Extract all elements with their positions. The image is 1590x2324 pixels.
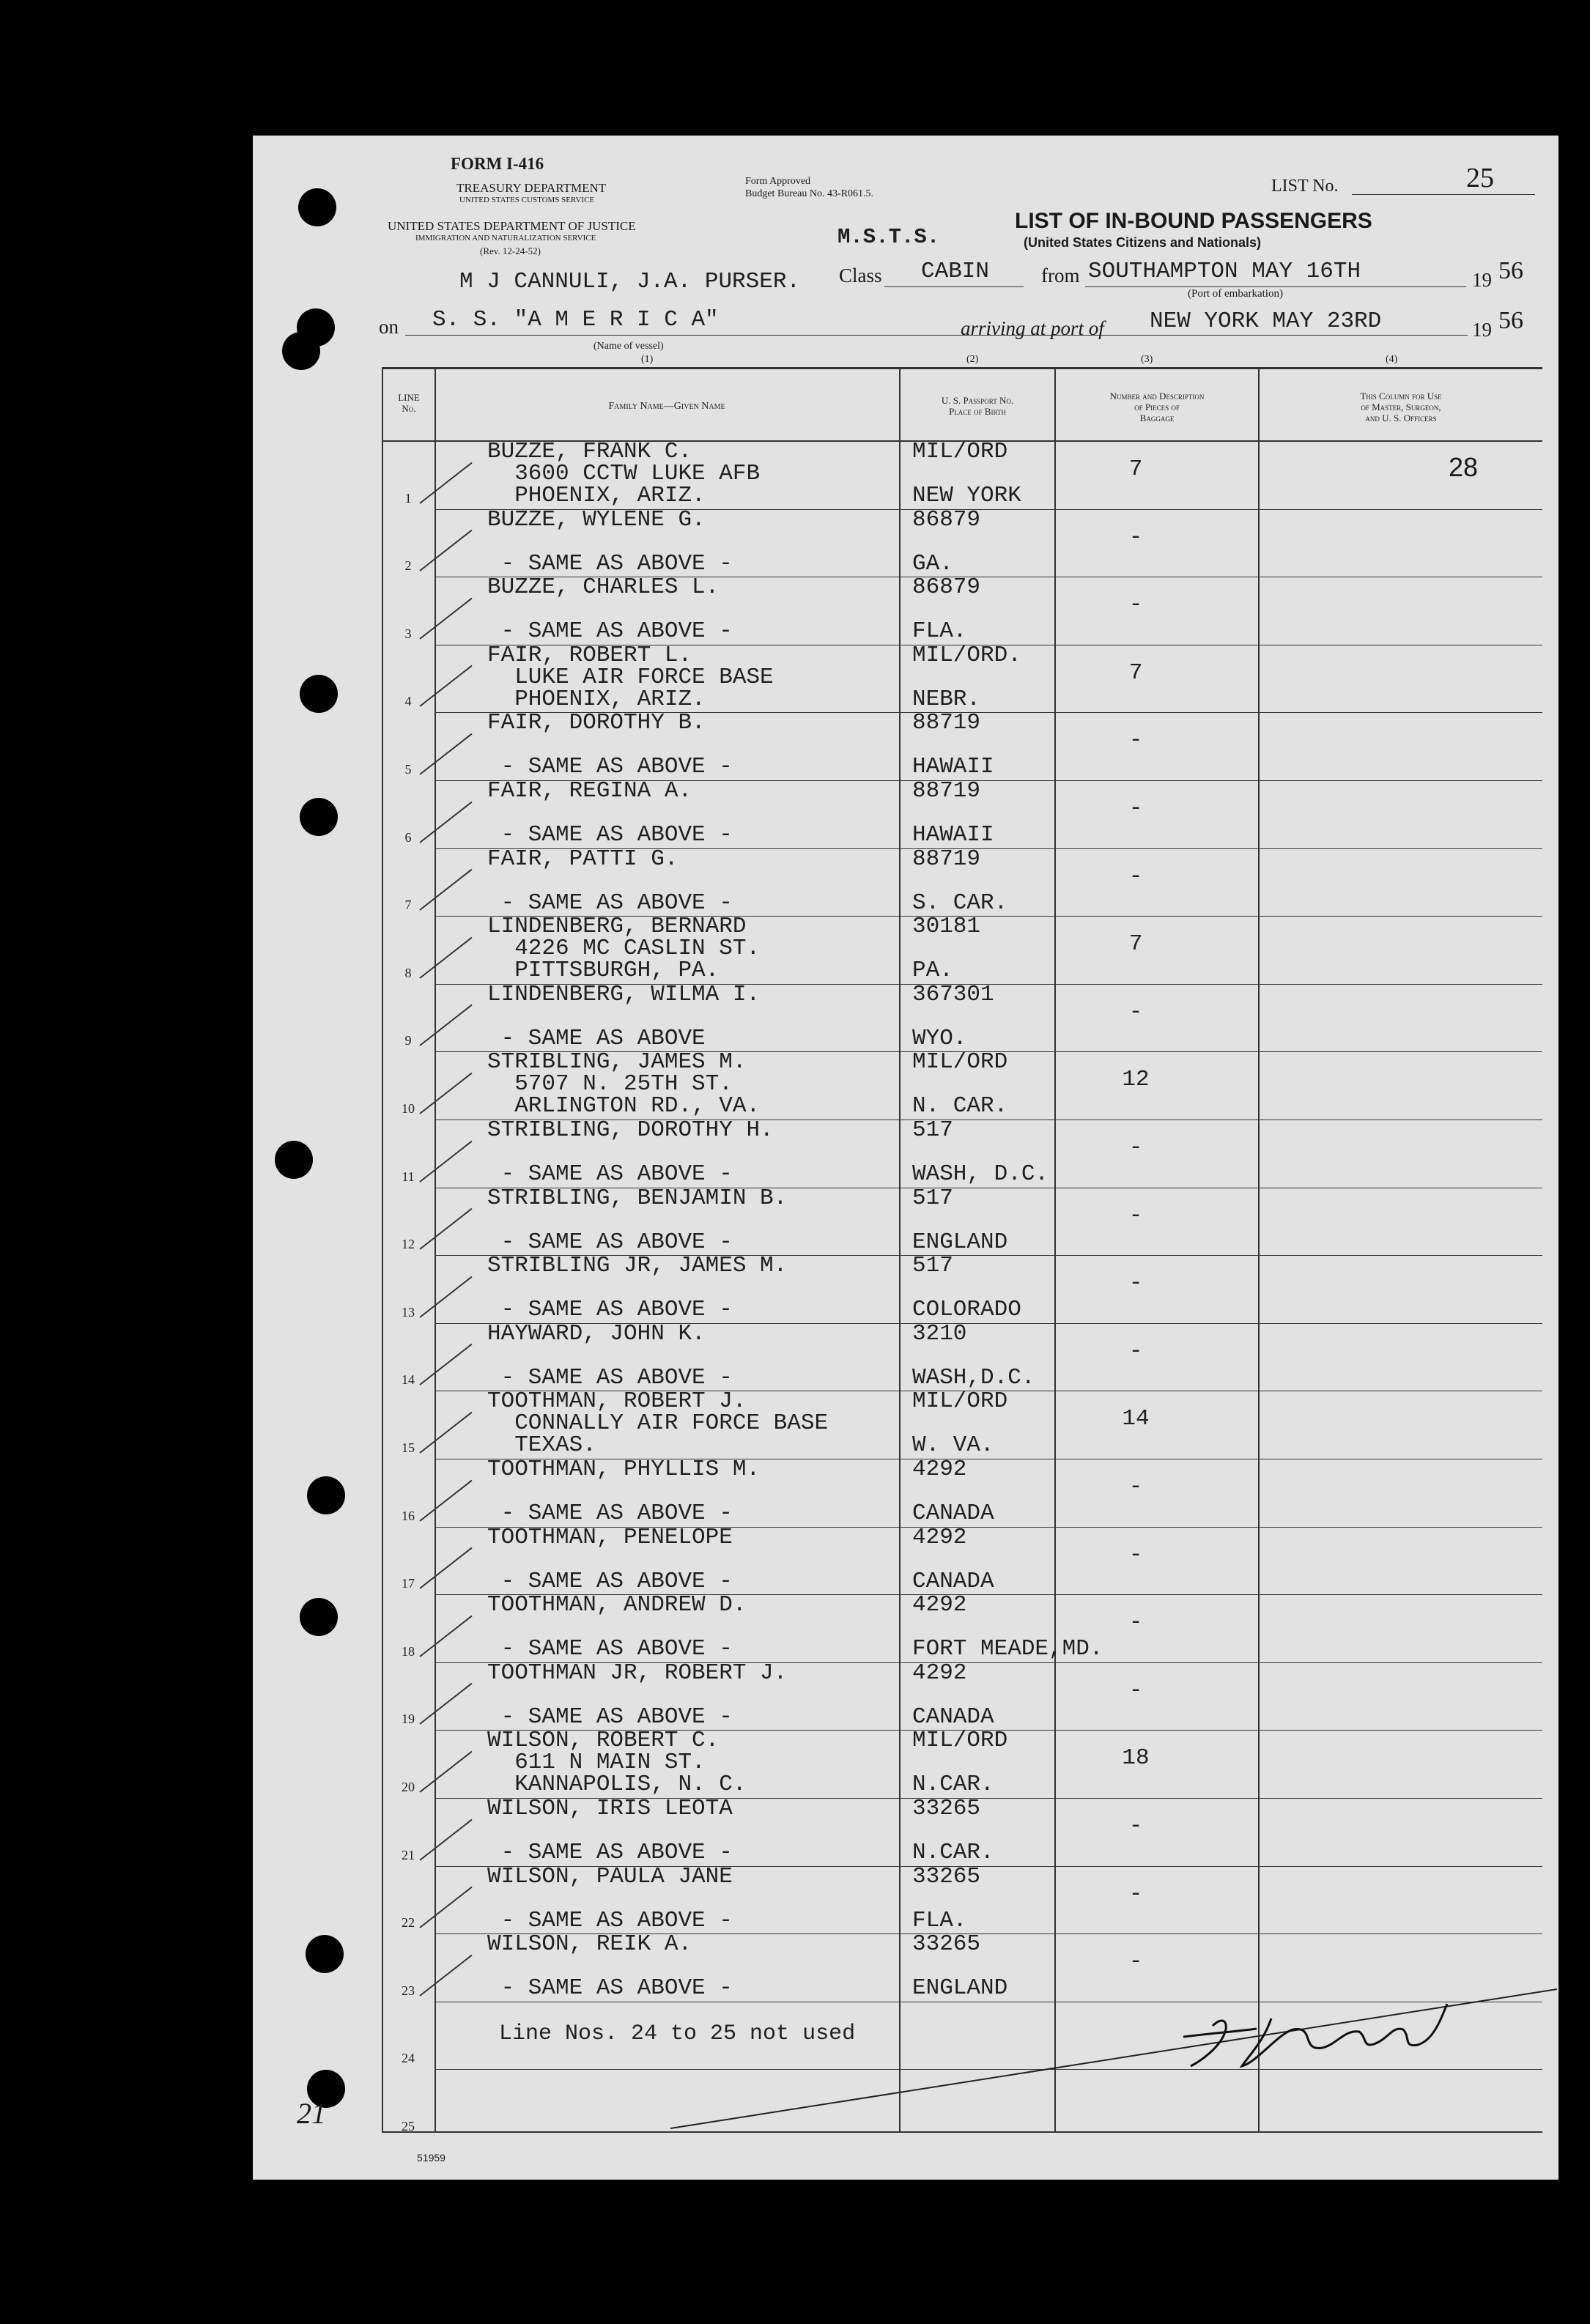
baggage-count: - (1128, 1677, 1143, 1703)
document-page (253, 136, 1558, 2180)
passenger-name: BUZZE, WYLENE G. (487, 506, 706, 533)
handwritten-margin-note: 21 (297, 2097, 326, 2130)
passenger-address-or-same: KANNAPOLIS, N. C. (487, 1772, 747, 1798)
passenger-address: 4226 MC CASLIN ST. (487, 936, 761, 962)
line-number: 11 (402, 1169, 415, 1184)
line-number: 23 (402, 1983, 415, 1998)
handwritten-signature (1169, 1997, 1476, 2077)
passenger-address-or-same: PHOENIX, ARIZ. (487, 686, 706, 712)
msts: M.S.T.S. (837, 225, 940, 249)
port-label: (Port of embarkation) (1188, 288, 1283, 300)
line-number: 22 (402, 1915, 415, 1931)
passport-number: MIL/ORD (912, 439, 1008, 465)
passport-number: 86879 (912, 574, 981, 601)
passenger-address-or-same: ARLINGTON RD., VA. (487, 1093, 761, 1120)
form-subtitle: (United States Citizens and Nationals) (1024, 235, 1262, 250)
year-arrived: 56 (1498, 307, 1523, 334)
line-number: 6 (404, 829, 412, 845)
line-number: 10 (402, 1100, 415, 1116)
passenger-name: BUZZE, FRANK C. (487, 439, 692, 465)
passenger-address: LUKE AIR FORCE BASE (487, 664, 774, 690)
place-of-birth: FLA. (912, 1907, 967, 1933)
passenger-address-or-same: - SAME AS ABOVE - (487, 822, 733, 848)
place-of-birth: HAWAII (912, 822, 994, 848)
cancellation-line (253, 136, 1558, 2180)
year-prefix: 19 (1472, 319, 1492, 341)
place-of-birth: CANADA (912, 1568, 994, 1594)
revision-date: (Rev. 12-24-52) (480, 245, 541, 256)
passport-number: 88719 (912, 845, 981, 872)
passenger-name: STRIBLING, DOROTHY H. (487, 1117, 774, 1143)
baggage-count: 7 (1128, 931, 1143, 958)
baggage-count: - (1128, 1881, 1143, 1907)
passport-number: 517 (912, 1185, 953, 1211)
passenger-address-or-same: - SAME AS ABOVE - (487, 1636, 733, 1662)
vessel-name: S. S. "A M E R I C A" (432, 307, 719, 333)
class-value: CABIN (921, 259, 990, 284)
passenger-name: TOOTHMAN, PHYLLIS M. (487, 1457, 761, 1482)
place-of-birth: N.CAR. (912, 1840, 994, 1865)
passenger-address: 3600 CCTW LUKE AFB (487, 461, 761, 486)
port-of-embarkation: SOUTHAMPTON MAY 16TH (1088, 259, 1361, 284)
line-number: 1 (404, 490, 412, 506)
line-number: 15 (402, 1440, 415, 1455)
place-of-birth: N. CAR. (912, 1093, 1008, 1120)
passenger-name: TOOTHMAN JR, ROBERT J. (487, 1659, 788, 1686)
column-3-number: (3) (1141, 354, 1153, 365)
passenger-address-or-same: - SAME AS ABOVE (487, 1025, 706, 1051)
place-of-birth: S. CAR. (912, 889, 1008, 916)
passenger-name: FAIR, PATTI G. (487, 845, 678, 872)
passenger-name: STRIBLING JR, JAMES M. (487, 1253, 788, 1279)
line-number: 24 (402, 2051, 415, 2066)
passenger-address-or-same: - SAME AS ABOVE - (487, 1500, 733, 1526)
from-label: from (1041, 264, 1080, 286)
baggage-count: - (1128, 524, 1143, 550)
passenger-address-or-same: - SAME AS ABOVE - (487, 1840, 733, 1865)
passport-number: 30181 (912, 914, 981, 940)
passenger-address-or-same: - SAME AS ABOVE - (487, 1703, 733, 1730)
passport-number: 33265 (912, 1931, 981, 1958)
column-4-number: (4) (1386, 354, 1398, 365)
baggage-count: - (1128, 592, 1143, 618)
place-of-birth: ENGLAND (912, 1229, 1008, 1255)
passenger-name: WILSON, PAULA JANE (487, 1863, 733, 1890)
passport-number: 517 (912, 1117, 953, 1143)
purser: M J CANNULI, J.A. PURSER. (459, 269, 801, 295)
passport-number: 4292 (912, 1524, 967, 1550)
header-line-number: LINE No. (398, 392, 420, 414)
line-number: 13 (402, 1304, 415, 1320)
passenger-address-or-same: - SAME AS ABOVE - (487, 550, 733, 577)
passenger-name: STRIBLING, JAMES M. (487, 1049, 747, 1076)
line-number: 2 (404, 558, 412, 574)
place-of-birth: WASH, D.C. (912, 1161, 1049, 1187)
passport-number: 86879 (912, 506, 981, 533)
baggage-count: - (1128, 1270, 1143, 1297)
baggage-count: - (1128, 999, 1143, 1025)
passenger-address-or-same: TEXAS. (487, 1432, 596, 1459)
passenger-address-or-same: - SAME AS ABOVE - (487, 1229, 733, 1255)
place-of-birth: WASH,D.C. (912, 1364, 1035, 1391)
passport-number: 4292 (912, 1592, 967, 1618)
line-number: 18 (402, 1643, 415, 1659)
place-of-birth: PA. (912, 958, 953, 984)
passenger-address-or-same: - SAME AS ABOVE - (487, 1568, 733, 1594)
passenger-name: STRIBLING, BENJAMIN B. (487, 1185, 788, 1211)
baggage-count: - (1128, 1949, 1143, 1975)
vessel-label: (Name of vessel) (594, 341, 664, 352)
passenger-name: FAIR, DOROTHY B. (487, 710, 706, 736)
justice-department: UNITED STATES DEPARTMENT OF JUSTICE (388, 219, 636, 233)
passenger-name: TOOTHMAN, ANDREW D. (487, 1592, 747, 1618)
place-of-birth: FLA. (912, 618, 967, 645)
line-number: 19 (402, 1711, 415, 1727)
column-1-number: (1) (641, 354, 654, 365)
place-of-birth: WYO. (912, 1025, 967, 1051)
form-approved: Form Approved (745, 176, 811, 187)
baggage-count: - (1128, 1610, 1143, 1636)
form-title: LIST OF IN-BOUND PASSENGERS (1015, 209, 1372, 233)
treasury-department: TREASURY DEPARTMENT (456, 181, 607, 195)
passport-number: MIL/ORD (912, 1388, 1008, 1415)
place-of-birth: NEW YORK (912, 483, 1021, 508)
form-code: 51959 (417, 2152, 445, 2164)
baggage-count: - (1128, 1813, 1143, 1839)
passenger-address: 5707 N. 25TH ST. (487, 1071, 733, 1098)
passenger-address-or-same: - SAME AS ABOVE - (487, 1907, 733, 1933)
passport-number: 33265 (912, 1796, 981, 1821)
place-of-birth: N.CAR. (912, 1772, 994, 1798)
line-number: 20 (402, 1779, 415, 1794)
baggage-count: 7 (1128, 456, 1143, 482)
year-prefix: 19 (1472, 269, 1492, 291)
baggage-count: - (1128, 1542, 1143, 1568)
passenger-address-or-same: - SAME AS ABOVE - (487, 889, 733, 916)
line-number: 17 (402, 1576, 415, 1591)
passenger-name: WILSON, REIK A. (487, 1931, 692, 1958)
form-number: FORM I-416 (451, 155, 544, 173)
header-family-name: Family Name—Given Name (608, 401, 725, 412)
baggage-count: - (1128, 1135, 1143, 1161)
line-number: 5 (404, 761, 412, 777)
passenger-address-or-same: - SAME AS ABOVE - (487, 1297, 733, 1323)
place-of-birth: CANADA (912, 1500, 994, 1526)
passenger-name: TOOTHMAN, ROBERT J. (487, 1388, 747, 1415)
baggage-count: 14 (1122, 1406, 1150, 1432)
passenger-address-or-same: - SAME AS ABOVE - (487, 754, 733, 780)
passenger-address-or-same: - SAME AS ABOVE - (487, 618, 733, 645)
baggage-count: 12 (1122, 1067, 1150, 1093)
lines-not-used-note: Line Nos. 24 to 25 not used (499, 2021, 856, 2046)
line-number: 7 (404, 898, 412, 913)
line-number: 14 (402, 1372, 415, 1388)
line-number: 25 (402, 2118, 415, 2134)
baggage-count: - (1128, 1474, 1143, 1500)
passenger-name: TOOTHMAN, PENELOPE (487, 1524, 733, 1550)
immigration-service: IMMIGRATION AND NATURALIZATION SERVICE (415, 234, 596, 243)
place-of-birth: NEBR. (912, 686, 981, 712)
class-label: Class (839, 264, 882, 286)
passport-number: MIL/ORD (912, 1049, 1008, 1076)
line-number: 9 (404, 1033, 412, 1048)
baggage-count: 18 (1122, 1745, 1150, 1772)
passenger-name: WILSON, ROBERT C. (487, 1728, 720, 1754)
baggage-count: - (1128, 863, 1143, 889)
line-number: 21 (402, 1847, 415, 1862)
passenger-address-or-same: - SAME AS ABOVE - (487, 1364, 733, 1391)
place-of-birth: HAWAII (912, 754, 994, 780)
place-of-birth: FORT MEADE,MD. (912, 1636, 1103, 1662)
customs-service: UNITED STATES CUSTOMS SERVICE (459, 196, 595, 204)
officer-count: 28 (1449, 452, 1479, 482)
line-number: 4 (404, 694, 412, 709)
passenger-name: LINDENBERG, BERNARD (487, 914, 747, 940)
arriving-label: arriving at port of (961, 317, 1104, 339)
year-embarked: 56 (1498, 257, 1523, 284)
column-2-number: (2) (966, 354, 979, 365)
baggage-count: - (1128, 796, 1143, 821)
place-of-birth: ENGLAND (912, 1975, 1008, 2002)
list-number: 25 (1466, 163, 1494, 193)
place-of-birth: GA. (912, 550, 953, 577)
passenger-address-or-same: - SAME AS ABOVE - (487, 1975, 733, 2002)
place-of-birth: COLORADO (912, 1297, 1021, 1323)
baggage-count: - (1128, 1202, 1143, 1229)
passport-number: MIL/ORD (912, 1728, 1008, 1754)
passport-number: 88719 (912, 710, 981, 736)
passenger-address-or-same: PHOENIX, ARIZ. (487, 483, 706, 508)
baggage-count: - (1128, 1338, 1143, 1364)
header-baggage: Number and Description of Pieces of Baggage (1109, 391, 1205, 423)
line-number: 3 (404, 626, 412, 641)
arrival-port: NEW YORK MAY 23RD (1150, 308, 1382, 334)
on-label: on (379, 316, 399, 338)
passenger-name: FAIR, REGINA A. (487, 778, 692, 804)
passenger-address: CONNALLY AIR FORCE BASE (487, 1410, 829, 1437)
line-number: 12 (402, 1237, 415, 1252)
place-of-birth: CANADA (912, 1703, 994, 1730)
passport-number: MIL/ORD. (912, 642, 1021, 668)
passenger-address-or-same: PITTSBURGH, PA. (487, 958, 720, 984)
passport-number: 4292 (912, 1457, 967, 1482)
passenger-name: HAYWARD, JOHN K. (487, 1320, 706, 1347)
passenger-name: BUZZE, CHARLES L. (487, 574, 720, 601)
line-number: 8 (404, 965, 412, 980)
list-number-label: LIST No. (1271, 177, 1339, 196)
passenger-name: FAIR, ROBERT L. (487, 642, 692, 668)
baggage-count: - (1128, 728, 1143, 754)
header-passport: U. S. Passport No. Place of Birth (941, 395, 1014, 417)
passenger-address-or-same: - SAME AS ABOVE - (487, 1161, 733, 1187)
place-of-birth: W. VA. (912, 1432, 994, 1459)
passport-number: 3210 (912, 1320, 967, 1347)
line-number: 16 (402, 1508, 415, 1523)
passport-number: 367301 (912, 981, 994, 1007)
budget-bureau-number: Budget Bureau No. 43-R061.5. (745, 188, 873, 199)
passport-number: 517 (912, 1253, 953, 1279)
baggage-count: 7 (1128, 659, 1143, 686)
passport-number: 4292 (912, 1659, 967, 1686)
passport-number: 33265 (912, 1863, 981, 1890)
passenger-name: LINDENBERG, WILMA I. (487, 981, 761, 1007)
passenger-name: WILSON, IRIS LEOTA (487, 1796, 733, 1821)
passport-number: 88719 (912, 778, 981, 804)
header-officers-column: This Column for Use of Master, Surgeon, and U. S. Officers (1360, 391, 1442, 423)
passenger-address: 611 N MAIN ST. (487, 1750, 706, 1776)
